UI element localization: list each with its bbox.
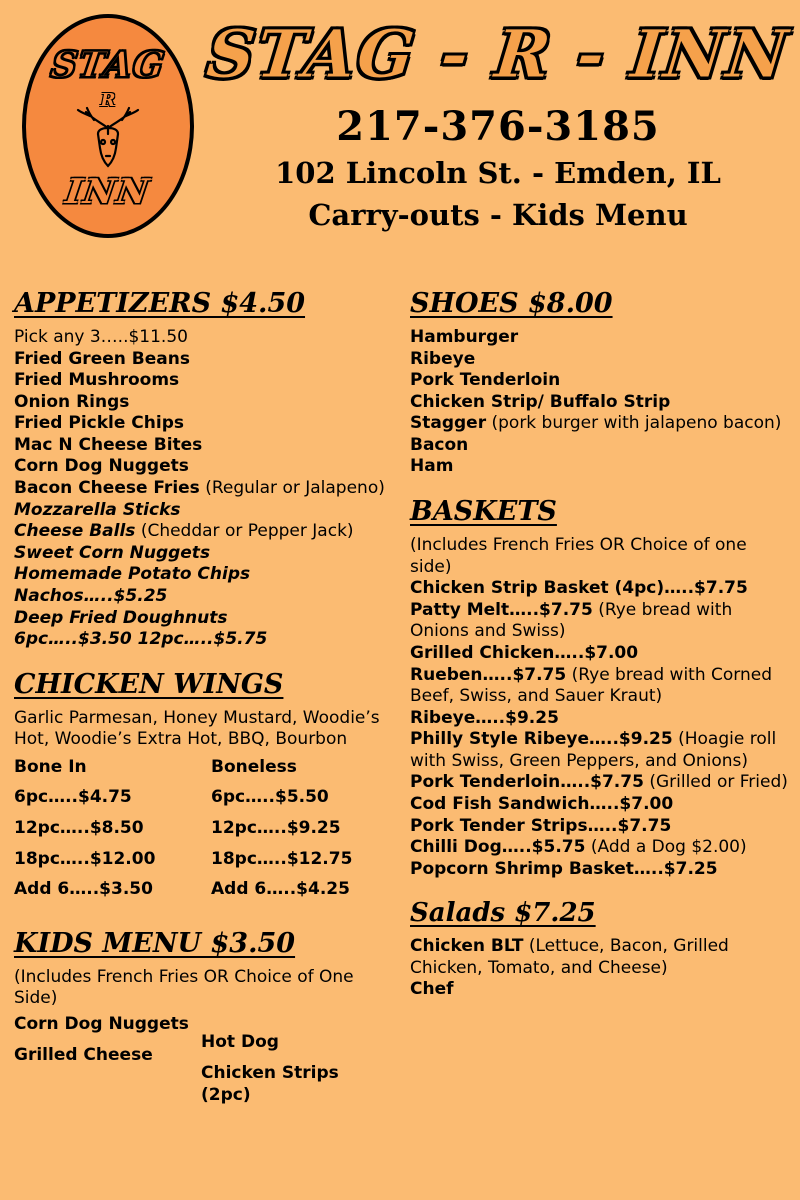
item-name: Bacon Cheese Fries — [14, 478, 200, 499]
menu-item — [14, 521, 388, 543]
logo-text-top: STAG — [48, 44, 168, 86]
wing-price: Add 6…..$4.25 — [211, 879, 350, 900]
menu-item — [14, 564, 388, 586]
menu-item — [410, 729, 790, 772]
section-title-salads: Salads $7.25 — [410, 898, 596, 929]
menu-item — [410, 665, 790, 708]
section-salads — [410, 898, 790, 1001]
item-name: Cod Fish Sandwich…..$7.00 — [410, 793, 674, 814]
wings-boneless-header: Boneless — [211, 756, 297, 777]
item-note: (Grilled or Fried) — [643, 772, 788, 793]
item-name: Ham — [410, 456, 454, 477]
wing-price: 18pc…..$12.00 — [14, 848, 156, 869]
section-title-appetizers: APPETIZERS $4.50 — [14, 288, 306, 319]
kids-item: Grilled Cheese — [14, 1045, 153, 1066]
wings-bone-in-prices — [14, 787, 201, 900]
menu-column-left — [0, 288, 400, 1135]
section-title-baskets: BASKETS — [410, 496, 557, 528]
menu-item — [14, 543, 388, 565]
item-name: Chicken Strip/ Buffalo Strip — [410, 391, 671, 412]
item-name: Deep Fried Doughnuts — [14, 607, 228, 628]
menu-item — [14, 456, 388, 478]
menu-item — [14, 478, 388, 500]
section-kids-menu — [14, 928, 388, 1117]
logo-text-mid: R — [100, 90, 116, 111]
wing-price: 18pc…..$12.75 — [211, 848, 353, 869]
menu-item — [410, 643, 790, 665]
item-name: Chicken Strip Basket (4pc)…..$7.75 — [410, 578, 748, 599]
wing-price: Add 6…..$3.50 — [14, 879, 153, 900]
item-name: Ribeye…..$9.25 — [410, 707, 559, 728]
menu-item — [410, 979, 790, 1001]
menu-item — [14, 327, 388, 349]
item-name: Homemade Potato Chips — [14, 564, 251, 585]
wing-flavors: Garlic Parmesan, Honey Mustard, Woodie’s Hot, Woodie’s Extra Hot, BBQ, Bourbon — [14, 707, 380, 750]
menu-item — [410, 327, 790, 349]
wings-boneless-column — [201, 757, 388, 910]
menu-item — [410, 370, 790, 392]
menu-item — [14, 629, 388, 651]
shoes-list — [410, 327, 790, 478]
section-chicken-wings — [14, 669, 388, 910]
menu-item — [410, 456, 790, 478]
wings-bone-in-column — [14, 757, 201, 910]
wings-boneless-prices — [201, 787, 388, 900]
baskets-list — [410, 578, 790, 880]
menu-item — [410, 816, 790, 838]
menu-column-right — [400, 288, 800, 1135]
item-name: Pork Tender Strips…..$7.75 — [410, 815, 672, 836]
menu-columns — [0, 288, 800, 1135]
kids-item-grid — [14, 1014, 388, 1117]
menu-item — [14, 435, 388, 457]
item-name: Mac N Cheese Bites — [14, 434, 203, 455]
item-name: 6pc…..$3.50 12pc…..$5.75 — [14, 629, 268, 650]
logo-text-bottom: INN — [63, 172, 153, 212]
item-name: Mozzarella Sticks — [14, 499, 181, 520]
item-note: (Add a Dog $2.00) — [585, 837, 747, 858]
kids-column-one — [14, 1014, 201, 1117]
title-block — [200, 15, 796, 233]
menu-item — [410, 772, 790, 794]
address: 102 Lincoln St. - Emden, IL — [275, 156, 721, 191]
item-note: (Lettuce, Bacon, Grilled Chicken, Tomato, and Cheese) — [410, 936, 729, 978]
item-name: Fried Pickle Chips — [14, 413, 184, 434]
item-name: Grilled Chicken…..$7.00 — [410, 642, 639, 663]
brand-title: STAG - R - INN — [203, 15, 794, 93]
item-name: Sweet Corn Nuggets — [14, 542, 211, 563]
item-name: Chicken BLT — [410, 936, 524, 957]
item-name: Cheese Balls — [14, 521, 136, 542]
item-note: (pork burger with jalapeno bacon) — [486, 413, 782, 434]
item-name: Corn Dog Nuggets — [14, 456, 189, 477]
item-name: Popcorn Shrimp Basket…..$7.25 — [410, 858, 718, 879]
menu-item — [410, 936, 790, 979]
wings-bone-in-header: Bone In — [14, 756, 87, 777]
item-name: Pick any 3…..$11.50 — [14, 327, 188, 347]
item-name: Bacon — [410, 434, 469, 455]
menu-item — [410, 794, 790, 816]
section-title-kids-menu: KIDS MENU $3.50 — [14, 927, 296, 959]
menu-item — [410, 349, 790, 371]
section-appetizers — [14, 288, 388, 651]
item-name: Onion Rings — [14, 391, 130, 412]
logo-ellipse — [22, 14, 194, 238]
menu-item — [410, 392, 790, 414]
menu-item — [410, 435, 790, 457]
item-name: Chef — [410, 979, 454, 1000]
item-note: (Rye bread with Corned Beef, Swiss, and Sauer Kraut) — [410, 664, 772, 707]
menu-item — [14, 586, 388, 608]
menu-item — [14, 392, 388, 414]
item-name: Hamburger — [410, 327, 519, 347]
item-name: Pork Tenderloin — [410, 370, 561, 391]
item-name: Pork Tenderloin…..$7.75 — [410, 772, 644, 793]
kids-item: Hot Dog — [201, 1031, 279, 1052]
section-shoes — [410, 288, 790, 478]
logo — [22, 14, 194, 238]
section-title-chicken-wings: CHICKEN WINGS — [14, 668, 284, 700]
item-name: Nachos…..$5.25 — [14, 585, 168, 606]
item-note: (Cheddar or Pepper Jack) — [135, 521, 354, 542]
item-name: Rueben…..$7.75 — [410, 664, 567, 685]
menu-item — [14, 349, 388, 371]
appetizer-list — [14, 327, 388, 651]
menu-item — [14, 500, 388, 522]
wing-price: 6pc…..$4.75 — [14, 787, 132, 808]
wing-price: 12pc…..$8.50 — [14, 817, 144, 838]
salads-list — [410, 936, 790, 1001]
menu-item — [14, 370, 388, 392]
item-note: (Regular or Jalapeno) — [199, 478, 385, 499]
item-note: (Rye bread with Onions and Swiss) — [410, 599, 733, 642]
item-name: Chilli Dog…..$5.75 — [410, 837, 586, 858]
menu-item — [410, 413, 790, 435]
phone-number: 217-376-3185 — [336, 103, 660, 151]
item-name: Fried Green Beans — [14, 348, 190, 369]
menu-item — [410, 859, 790, 881]
menu-item — [410, 837, 790, 859]
item-note: (Hoagie roll with Swiss, Green Peppers, and Onions) — [410, 729, 777, 771]
wings-price-grid — [14, 757, 388, 910]
kids-menu-note: (Includes French Fries OR Choice of One Side) — [14, 966, 354, 1009]
item-name: Patty Melt…..$7.75 — [410, 599, 593, 620]
deer-head-icon — [60, 104, 156, 178]
item-name: Stagger — [410, 413, 487, 434]
menu-header — [0, 0, 800, 278]
baskets-note: (Includes French Fries OR Choice of one side) — [410, 535, 747, 577]
item-name: Fried Mushrooms — [14, 370, 180, 391]
kids-column-two — [201, 1014, 388, 1117]
item-name: Philly Style Ribeye…..$9.25 — [410, 729, 673, 750]
item-name: Ribeye — [410, 348, 476, 369]
section-baskets — [410, 496, 790, 880]
carryout-note: Carry-outs - Kids Menu — [308, 198, 688, 233]
wing-price: 6pc…..$5.50 — [211, 787, 329, 808]
section-title-shoes: SHOES $8.00 — [410, 288, 613, 319]
kids-item: Chicken Strips (2pc) — [201, 1063, 339, 1106]
kids-item: Corn Dog Nuggets — [14, 1013, 189, 1034]
menu-item — [410, 600, 790, 643]
wing-price: 12pc…..$9.25 — [211, 817, 341, 838]
menu-item — [14, 608, 388, 630]
menu-item — [410, 578, 790, 600]
menu-item — [410, 708, 790, 730]
menu-item — [14, 413, 388, 435]
